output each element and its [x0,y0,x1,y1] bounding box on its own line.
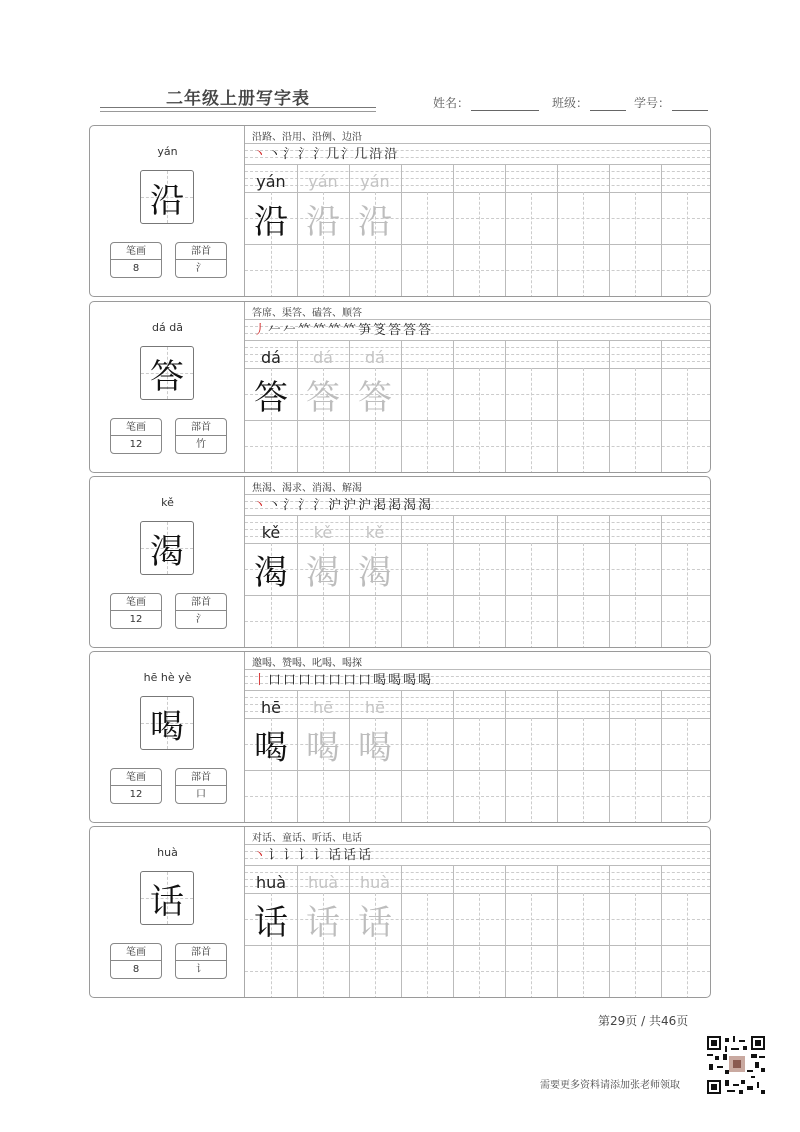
stroke-step: 笅 [373,323,387,338]
practice-grid [245,302,710,472]
grid-line [245,669,710,670]
character-pinyin: kě [161,496,174,509]
stroke-step: 沿 [384,147,398,162]
practice-character-trace: 渴 [306,552,340,593]
stroke-step: 笋 [358,323,372,338]
grid-line [245,494,710,495]
stroke-count-box-value: 8 [132,964,140,975]
stroke-step: 喝 [388,673,402,688]
radical-box-label: 部首 [176,769,226,786]
character-glyph: 沿 [150,180,184,221]
example-words: 沿路、沿用、沿例、边沿 [252,132,362,143]
stroke-count-box-label: 笔画 [111,944,161,961]
writing-cell[interactable] [505,368,557,420]
character-glyph: 话 [150,881,184,922]
character-info-panel [90,477,245,647]
stroke-step: 答 [388,323,402,338]
grid-line [245,244,710,245]
stroke-step: 丶 [253,848,267,863]
practice-grid [245,477,710,647]
practice-pinyin: hē [261,698,281,717]
writing-cell[interactable] [557,368,609,420]
grid-line [245,770,710,771]
stroke-step: 口 [313,673,327,688]
practice-pinyin: huà [255,873,287,892]
radical-box-value: 讠 [196,964,206,975]
stroke-step: 丨 [253,673,267,688]
practice-character-trace: 答 [306,377,340,418]
character-glyph: 答 [150,356,184,397]
stroke-step: 𠂉 [268,323,282,338]
grid-line [245,865,710,866]
example-words: 焦渴、渴求、消渴、解渴 [252,483,362,494]
grid-line [245,690,710,691]
stroke-step: 𠂉 [283,323,297,338]
stroke-step: 讠 [268,848,282,863]
class-label: 班级： [552,96,589,110]
practice-pinyin: kě [261,523,281,542]
character-display-box [140,521,194,575]
writing-cell[interactable] [505,543,557,595]
stroke-count-box-value: 12 [129,439,143,450]
stroke-count-box [110,943,162,979]
character-display-box [140,170,194,224]
writing-cell[interactable] [557,718,609,770]
stroke-step: 氵几 [313,147,340,162]
grid-line [245,319,710,320]
radical-box-value: 氵 [196,263,206,274]
character-pinyin: huà [157,846,178,859]
grid-line [245,945,710,946]
practice-character-trace: 渴 [358,552,392,593]
stroke-step: 渴 [418,498,432,513]
stroke-step: 口 [358,673,372,688]
writing-cell[interactable] [661,543,711,595]
writing-cell[interactable] [401,893,453,945]
character-glyph: 喝 [150,706,184,747]
stroke-step: 讠 [283,848,297,863]
character-card [89,125,711,297]
practice-character-trace: 话 [306,902,340,943]
practice-pinyin-trace: dá [365,348,385,367]
stroke-step: 丶 [253,147,267,162]
stroke-step: 口 [298,673,312,688]
character-pinyin: dá dā [152,321,183,334]
stroke-step: 口 [328,673,342,688]
character-info-panel [90,126,245,296]
practice-character: 话 [254,902,288,943]
practice-pinyin-trace: huà [359,873,391,892]
stroke-step: 答 [418,323,432,338]
practice-character-trace: 喝 [306,727,340,768]
practice-character-trace: 喝 [358,727,392,768]
stroke-step: 喝 [373,673,387,688]
practice-character: 渴 [254,552,288,593]
example-words: 对话、童话、听话、电话 [252,833,362,844]
grid-line [245,143,710,144]
stroke-step: 口 [268,673,282,688]
name-blank[interactable] [471,99,539,111]
page-number: 第29页 / 共46页 [598,1014,689,1028]
stroke-count-box [110,418,162,454]
stroke-step: 氵 [313,498,327,513]
character-info-panel [90,652,245,822]
writing-cell[interactable] [609,893,661,945]
grid-line [245,844,710,845]
stroke-step: 渇 [388,498,402,513]
stroke-step: 讠 [313,848,327,863]
stroke-step: 答 [403,323,417,338]
writing-cell[interactable] [661,368,711,420]
stroke-step: 𥫗 [313,323,327,338]
practice-pinyin-trace: huà [307,873,339,892]
stroke-step: 沿 [369,147,383,162]
radical-box-label: 部首 [176,594,226,611]
stroke-count-box-label: 笔画 [111,769,161,786]
class-blank[interactable] [590,99,626,111]
writing-cell[interactable] [401,368,453,420]
stroke-step: 渇 [373,498,387,513]
character-card [89,826,711,998]
writing-cell[interactable] [557,192,609,244]
character-glyph: 渴 [150,531,184,572]
stroke-step: 氵 [283,147,297,162]
title-underline [100,107,376,108]
character-card [89,476,711,648]
character-card [89,301,711,473]
stroke-step: 喝 [418,673,432,688]
stroke-count-box [110,242,162,278]
radical-box-value: 口 [196,789,206,800]
writing-cell[interactable] [505,718,557,770]
practice-character-trace: 沿 [306,201,340,242]
example-words: 邀喝、赞喝、叱喝、喝探 [252,658,362,669]
practice-pinyin: dá [261,348,281,367]
stroke-step: 话 [358,848,372,863]
stroke-order [253,323,431,339]
writing-cell[interactable] [609,718,661,770]
stroke-step: 口 [283,673,297,688]
character-display-box [140,696,194,750]
practice-pinyin-trace: kě [365,523,385,542]
stroke-count-box-label: 笔画 [111,243,161,260]
writing-cell[interactable] [661,192,711,244]
grid-line [245,420,710,421]
writing-cell[interactable] [453,893,505,945]
character-info-panel [90,827,245,997]
writing-cell[interactable] [609,192,661,244]
stroke-step: 氵 [283,498,297,513]
practice-character-trace: 话 [358,902,392,943]
radical-box [175,768,227,804]
page-header [0,0,800,120]
practice-pinyin-trace: kě [313,523,333,542]
writing-cell[interactable] [401,543,453,595]
writing-cell[interactable] [505,192,557,244]
number-field[interactable] [634,94,708,111]
radical-box [175,418,227,454]
stroke-count-box-label: 笔画 [111,419,161,436]
radical-box [175,593,227,629]
stroke-step: 𥫗 [298,323,312,338]
stroke-order [253,848,371,864]
number-label: 学号： [634,96,671,110]
guide-line [245,270,710,271]
stroke-step: 𥫗 [328,323,342,338]
writing-cell[interactable] [453,718,505,770]
qr-code-icon [707,1036,765,1094]
name-label: 姓名： [433,96,470,110]
radical-box-label: 部首 [176,944,226,961]
radical-box [175,242,227,278]
stroke-step: 话 [328,848,342,863]
radical-box-label: 部首 [176,419,226,436]
practice-character: 喝 [254,727,288,768]
stroke-step: 沪 [343,498,357,513]
writing-cell[interactable] [661,893,711,945]
title-underline-secondary [100,111,376,112]
stroke-step: 沪 [328,498,342,513]
class-field[interactable] [552,94,626,111]
practice-grid [245,827,710,997]
grid-line [245,164,710,165]
practice-character: 沿 [254,201,288,242]
stroke-step: 氵几 [341,147,368,162]
stroke-step: 话 [343,848,357,863]
stroke-count-box [110,593,162,629]
practice-pinyin-trace: yán [308,172,338,191]
writing-cell[interactable] [401,718,453,770]
writing-cell[interactable] [609,543,661,595]
writing-cell[interactable] [609,368,661,420]
stroke-count-box-value: 12 [129,614,143,625]
stroke-order [253,147,397,163]
stroke-step: 讠 [298,848,312,863]
practice-character-trace: 沿 [358,201,392,242]
radical-box-label: 部首 [176,243,226,260]
writing-cell[interactable] [453,543,505,595]
radical-box-value: 氵 [196,614,206,625]
writing-cell[interactable] [505,893,557,945]
grid-line [245,340,710,341]
guide-line [245,971,710,972]
stroke-step: 丿 [253,323,267,338]
practice-pinyin-trace: hē [313,698,333,717]
radical-box-value: 竹 [196,439,206,450]
stroke-step: 丶 [268,498,282,513]
stroke-order [253,673,431,689]
stroke-step: 喝 [403,673,417,688]
example-words: 答席、渠答、磕答、顺答 [252,308,362,319]
practice-character-trace: 答 [358,377,392,418]
writing-cell[interactable] [557,543,609,595]
stroke-step: 渴 [403,498,417,513]
guide-line [245,621,710,622]
stroke-count-box-label: 笔画 [111,594,161,611]
writing-cell[interactable] [453,192,505,244]
stroke-step: 丶 [268,147,282,162]
stroke-count-box-value: 12 [129,789,143,800]
practice-pinyin-trace: hē [365,698,385,717]
character-pinyin: hē hè yè [143,671,192,684]
name-field[interactable] [433,94,539,111]
guide-line [245,796,710,797]
grid-line [245,595,710,596]
radical-box [175,943,227,979]
stroke-step: 氵 [298,147,312,162]
number-blank[interactable] [672,99,708,111]
stroke-count-box [110,768,162,804]
guide-line [245,446,710,447]
practice-pinyin-trace: yán [360,172,390,191]
stroke-step: 氵 [298,498,312,513]
character-info-panel [90,302,245,472]
footer-note: 需要更多资料请添加张老师领取 [540,1080,680,1091]
practice-pinyin: yán [256,172,286,191]
writing-cell[interactable] [661,718,711,770]
stroke-step: 口 [343,673,357,688]
writing-cell[interactable] [557,893,609,945]
practice-grid [245,652,710,822]
stroke-count-box-value: 8 [132,263,140,274]
stroke-order [253,498,431,514]
character-display-box [140,346,194,400]
character-card [89,651,711,823]
character-pinyin: yán [157,145,178,158]
grid-line [245,515,710,516]
stroke-step: 沪 [358,498,372,513]
character-display-box [140,871,194,925]
practice-grid [245,126,710,296]
practice-character: 答 [254,377,288,418]
page-title: 二年级上册写字表 [166,89,310,109]
writing-cell[interactable] [401,192,453,244]
stroke-step: 丶 [253,498,267,513]
writing-cell[interactable] [453,368,505,420]
practice-pinyin-trace: dá [313,348,333,367]
stroke-step: 𥫗 [343,323,357,338]
